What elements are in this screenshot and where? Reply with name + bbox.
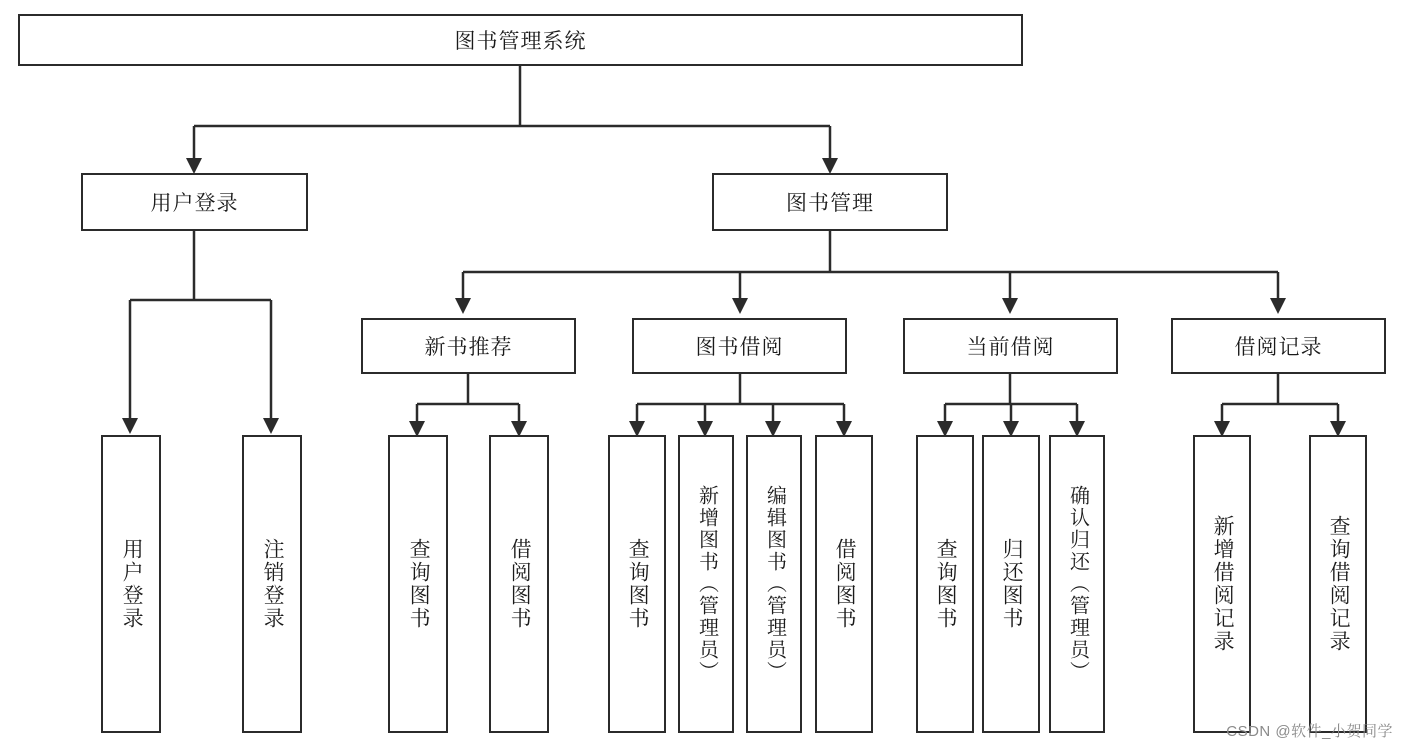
leaf-current-return-label: 归还图书 xyxy=(1000,538,1024,630)
leaf-newbook-query xyxy=(388,435,448,733)
leaf-records-add xyxy=(1193,435,1251,733)
leaf-newbook-borrow-label: 借阅图书 xyxy=(508,538,532,630)
node-user-login xyxy=(81,173,308,231)
leaf-borrow-query xyxy=(608,435,666,733)
leaf-current-query xyxy=(916,435,974,733)
leaf-records-query-label: 查询借阅记录 xyxy=(1327,515,1351,653)
leaf-records-query xyxy=(1309,435,1367,733)
node-book-borrow-label: 图书借阅 xyxy=(695,336,784,359)
leaf-current-query-label: 查询图书 xyxy=(934,538,958,630)
watermark: CSDN @软件_小贺同学 xyxy=(1226,723,1393,740)
node-current-borrow-label: 当前借阅 xyxy=(966,336,1055,359)
node-root-label: 图书管理系统 xyxy=(454,30,587,53)
leaf-newbook-borrow xyxy=(489,435,549,733)
node-borrow-records-label: 借阅记录 xyxy=(1234,336,1323,359)
leaf-newbook-query-label: 查询图书 xyxy=(407,538,431,630)
leaf-borrow-add-label: 新增图书（管理员） xyxy=(695,485,718,683)
leaf-borrow-borrow xyxy=(815,435,873,733)
node-new-book-recommend-label: 新书推荐 xyxy=(424,336,513,359)
node-book-management-label: 图书管理 xyxy=(786,192,874,215)
leaf-current-confirm-return xyxy=(1049,435,1105,733)
node-user-login-label: 用户登录 xyxy=(150,192,239,215)
leaf-current-return xyxy=(982,435,1040,733)
leaf-user-login xyxy=(101,435,161,733)
leaf-records-add-label: 新增借阅记录 xyxy=(1211,515,1235,653)
node-root xyxy=(18,14,1023,66)
leaf-borrow-edit-label: 编辑图书（管理员） xyxy=(763,485,786,683)
node-borrow-records xyxy=(1171,318,1386,374)
leaf-user-login-label: 用户登录 xyxy=(120,538,144,630)
leaf-borrow-edit xyxy=(746,435,802,733)
leaf-user-logout-label: 注销登录 xyxy=(261,538,285,630)
leaf-current-confirm-return-label: 确认归还（管理员） xyxy=(1066,485,1089,683)
node-book-borrow xyxy=(632,318,847,374)
node-current-borrow xyxy=(903,318,1118,374)
node-new-book-recommend xyxy=(361,318,576,374)
leaf-user-logout xyxy=(242,435,302,733)
node-book-management xyxy=(712,173,948,231)
leaf-borrow-borrow-label: 借阅图书 xyxy=(833,538,857,630)
leaf-borrow-add xyxy=(678,435,734,733)
leaf-borrow-query-label: 查询图书 xyxy=(626,538,650,630)
